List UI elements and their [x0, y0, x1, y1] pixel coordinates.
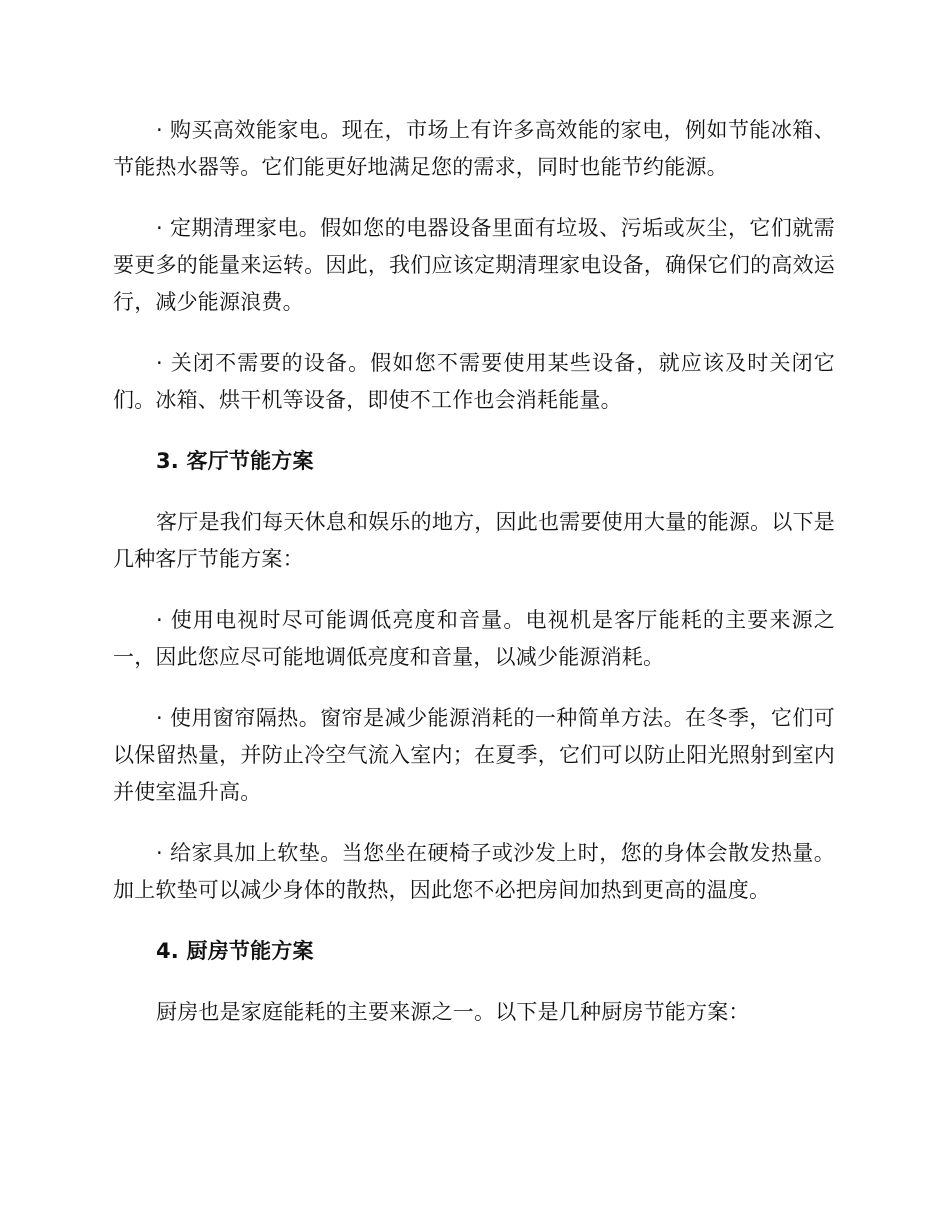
- paragraph-furniture-cushions: · 给家具加上软垫。当您坐在硬椅子或沙发上时，您的身体会散发热量。加上软垫可以减少身体的散热，因此您不必把房间加热到更高的温度。: [113, 841, 835, 902]
- section-heading-kitchen: 4. 厨房节能方案: [156, 939, 314, 963]
- paragraph-turn-off-devices: · 关闭不需要的设备。假如您不需要使用某些设备，就应该及时关闭它们。冰箱、烘干机等设备，即使不工作也会消耗能量。: [113, 351, 835, 412]
- paragraph-living-room-intro: 客厅是我们每天休息和娱乐的地方，因此也需要使用大量的能源。以下是几种客厅节能方案：: [113, 510, 835, 571]
- paragraph-clean-appliances: · 定期清理家电。假如您的电器设备里面有垃圾、污垢或灰尘，它们就需要更多的能量来运转。因此，我们应该定期清理家电设备，确保它们的高效运行，减少能源浪费。: [113, 216, 835, 314]
- paragraph-curtain-insulation: · 使用窗帘隔热。窗帘是减少能源消耗的一种简单方法。在冬季，它们可以保留热量，并防止冷空气流入室内；在夏季，它们可以防止阳光照射到室内并使室温升高。: [113, 706, 835, 804]
- paragraph-efficient-appliances: · 购买高效能家电。现在，市场上有许多高效能的家电，例如节能冰箱、节能热水器等。它们能更好地满足您的需求，同时也能节约能源。: [113, 118, 835, 179]
- document-body: [113, 112, 835, 1055]
- section-heading-living-room: 3. 客厅节能方案: [156, 449, 314, 473]
- paragraph-kitchen-intro: 厨房也是家庭能耗的主要来源之一。以下是几种厨房节能方案：: [156, 1000, 750, 1024]
- paragraph-tv-brightness: · 使用电视时尽可能调低亮度和音量。电视机是客厅能耗的主要来源之一，因此您应尽可能地调低亮度和音量，以减少能源消耗。: [113, 608, 835, 669]
